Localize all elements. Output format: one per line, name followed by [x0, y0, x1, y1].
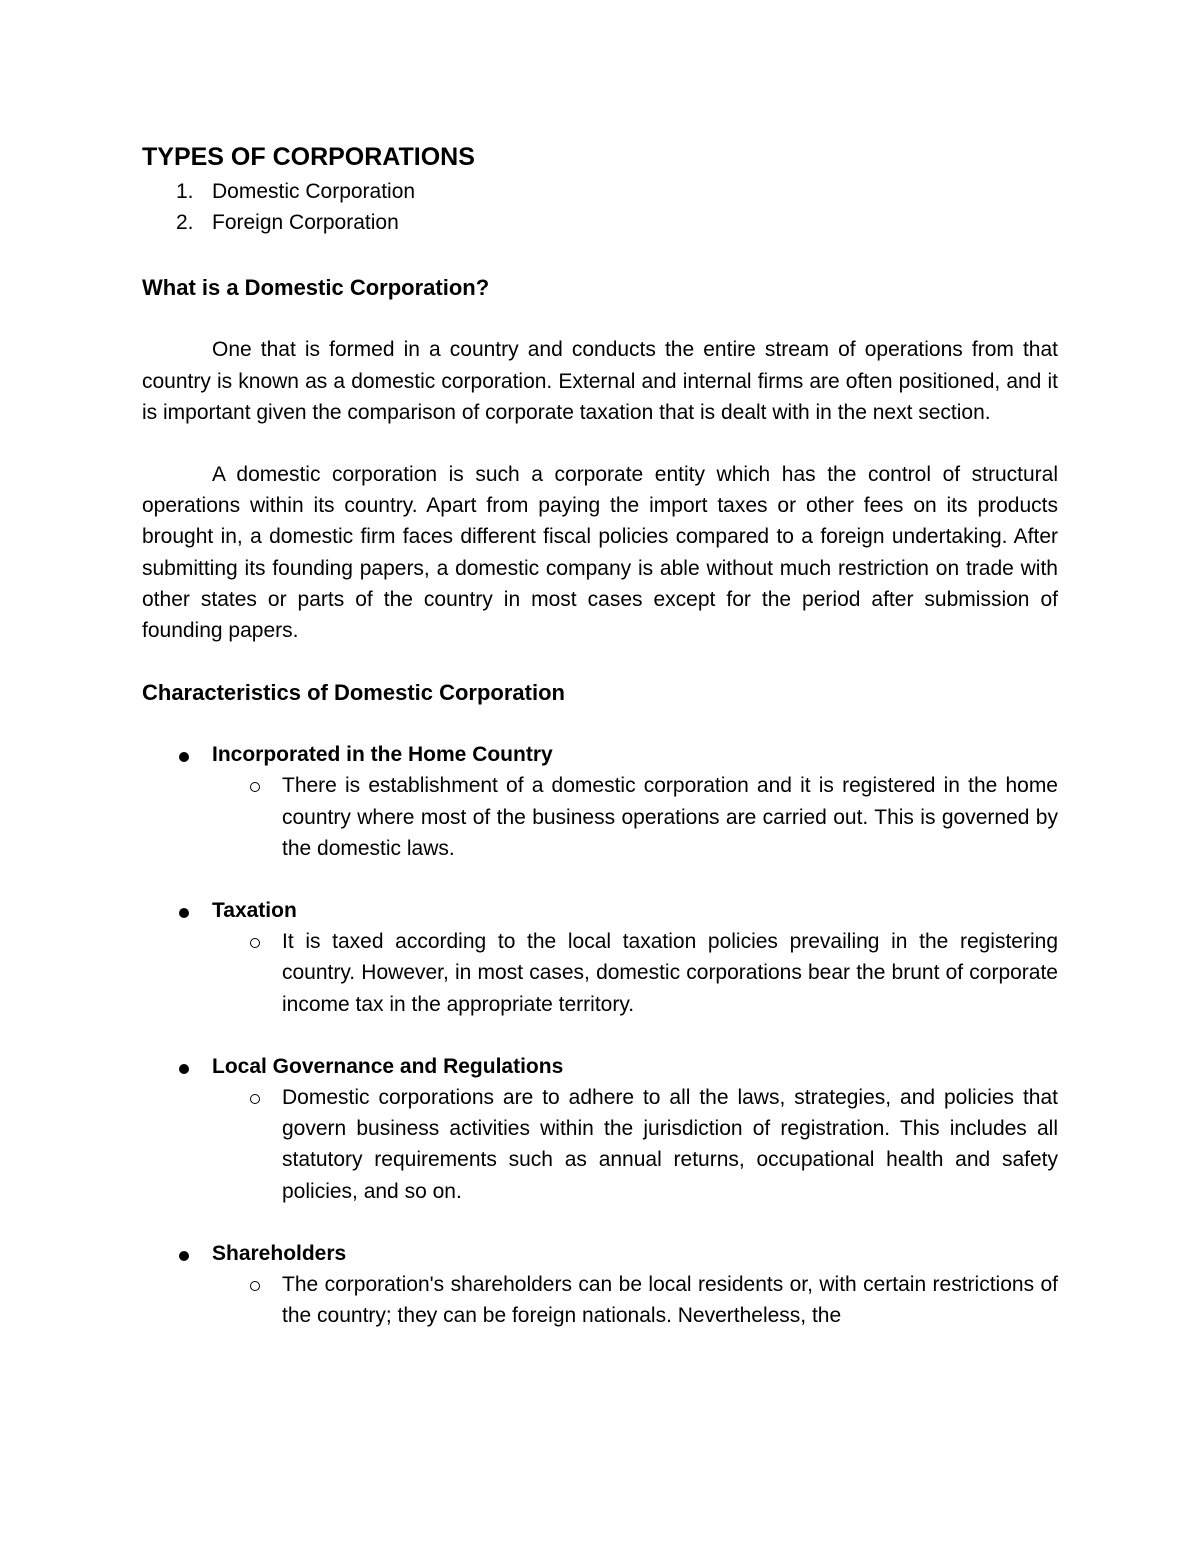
page-title: TYPES OF CORPORATIONS: [142, 143, 475, 171]
section-heading-domestic: What is a Domestic Corporation?: [142, 275, 490, 301]
hollow-bullet-icon: [250, 782, 260, 792]
list-number: 2.: [176, 211, 194, 235]
list-number: 1.: [176, 180, 194, 203]
characteristic-detail: Domestic corporations are to adhere to all the laws, strategies, and policies that govern business activities within the jurisdiction of registration. This includes all statutory requirements such as annual returns, occupational health and safety policies, and so on.: [282, 1086, 1058, 1203]
type-label: Foreign Corporation: [212, 211, 399, 235]
characteristic-title: Incorporated in the Home Country: [212, 743, 553, 767]
paragraph: A domestic corporation is such a corporate entity which has the control of structural operations within its country. Apart from paying the import taxes or other fees on its products brought in, a domestic firm faces different fiscal policies compared to a foreign undertaking. After submitting its founding papers, a domestic company is able without much restriction on trade with other states or parts of the country in most cases except for the period after submission of founding papers.: [142, 463, 1058, 643]
list-item: [142, 207, 1058, 238]
types-list: [142, 176, 1058, 238]
characteristic-title: Local Governance and Regulations: [212, 1054, 564, 1078]
hollow-bullet-icon: [250, 1281, 260, 1291]
bullet-icon: [179, 752, 189, 762]
type-label: Domestic Corporation: [212, 180, 416, 203]
hollow-bullet-icon: [250, 1094, 260, 1104]
list-item: [142, 176, 1058, 207]
list-item: [142, 739, 1058, 864]
document-body: [142, 138, 1058, 1331]
characteristic-title: Taxation: [212, 899, 297, 923]
bullet-icon: [179, 908, 189, 918]
bullet-icon: [179, 1251, 189, 1261]
bullet-icon: [179, 1064, 189, 1074]
list-item: [142, 1051, 1058, 1207]
section-heading-characteristics: Characteristics of Domestic Corporation: [142, 680, 565, 706]
characteristic-detail: It is taxed according to the local taxation policies prevailing in the registering country. However, in most cases, domestic corporations bear the brunt of corporate income tax in the appropriate territory.: [282, 930, 1058, 1016]
characteristics-list: [142, 739, 1058, 1331]
list-item: [142, 895, 1058, 1020]
characteristic-title: Shareholders: [212, 1241, 347, 1265]
list-item: [142, 1238, 1058, 1332]
paragraph: One that is formed in a country and conducts the entire stream of operations from that country is known as a domestic corporation. External and internal firms are often positioned, and it is important given the comparison of corporate taxation that is dealt with in the next section.: [142, 338, 1058, 424]
hollow-bullet-icon: [250, 938, 260, 948]
characteristic-detail: The corporation's shareholders can be local residents or, with certain restrictions of the country; they can be foreign nationals. Nevertheless, the: [282, 1273, 1058, 1328]
characteristic-detail: There is establishment of a domestic corporation and it is registered in the home country where most of the business operations are carried out. This is governed by the domestic laws.: [282, 774, 1058, 860]
